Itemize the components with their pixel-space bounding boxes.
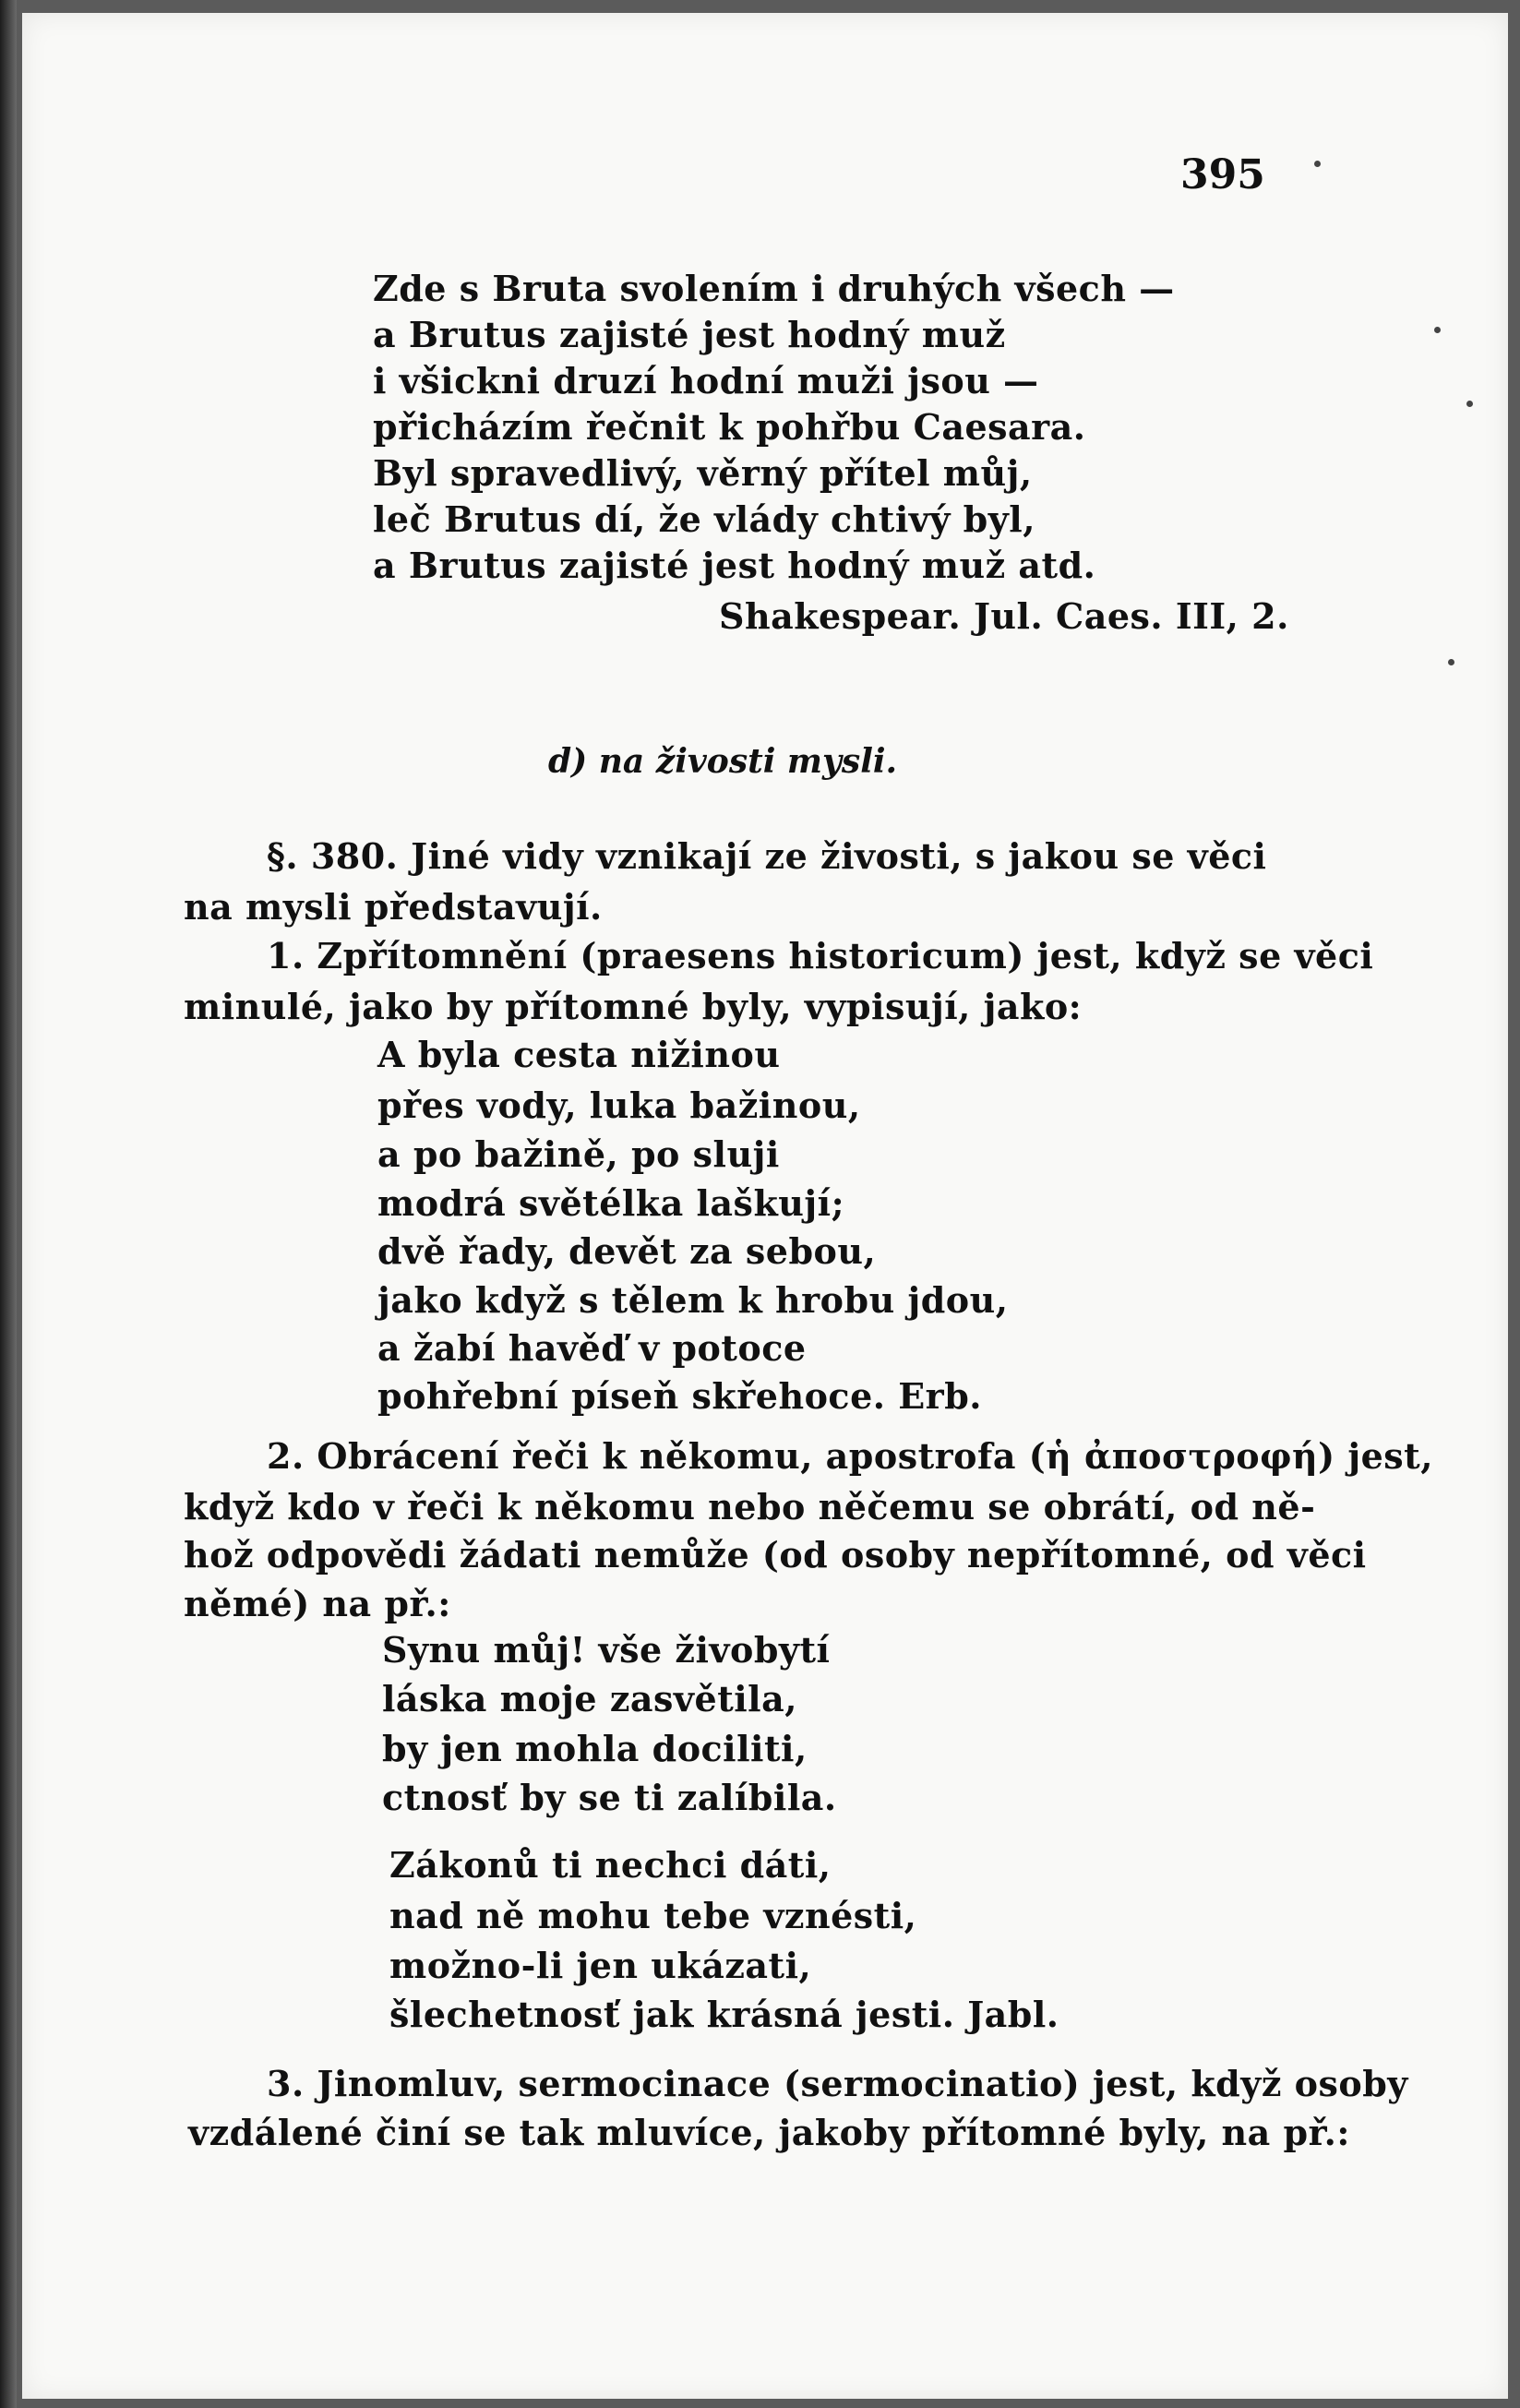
poem-jabl-stanza1-line-2: láska moje zasvětila,: [382, 1678, 797, 1719]
item2-line-2: když kdo v řeči k někomu nebo něčemu se obrátí, od ně-: [184, 1486, 1316, 1527]
quote1-line-5: Byl spravedlivý, věrný přítel můj,: [373, 452, 1033, 494]
quote1-source: Shakespear. Jul. Caes. III, 2.: [719, 595, 1289, 637]
poem-erb-line-7: a žabí havěď v potoce: [377, 1327, 807, 1369]
poem-jabl-stanza2-line-3: možno-li jen ukázati,: [389, 1945, 812, 1986]
poem-jabl-stanza2-line-1: Zákonů ti nechci dáti,: [389, 1844, 832, 1886]
quote1-line-3: i všickni druzí hodní muži jsou —: [373, 360, 1039, 401]
scan-speck: [1466, 401, 1473, 407]
poem-erb-line-4: modrá světélka laškují;: [377, 1182, 845, 1224]
poem-erb-line-6: jako když s tělem k hrobu jdou,: [377, 1279, 1009, 1321]
par380-line-2: na mysli představují.: [184, 886, 603, 928]
poem-erb-line-1: A byla cesta nižinou: [377, 1034, 781, 1075]
poem-erb-line-2: přes vody, luka bažinou,: [377, 1084, 861, 1126]
item2-line-1: 2. Obrácení řeči k někomu, apostrofa (ἡ ἀποστροφή) jest,: [267, 1435, 1433, 1477]
quote1-line-6: leč Brutus dí, že vlády chtivý byl,: [373, 498, 1035, 540]
item3-line-1: 3. Jinomluv, sermocinace (sermocinatio) jest, když osoby: [267, 2063, 1408, 2104]
item1-line-2: minulé, jako by přítomné byly, vypisují, jako:: [184, 986, 1083, 1027]
poem-erb-line-8: pohřební píseň skřehoce. Erb.: [377, 1375, 982, 1417]
poem-jabl-stanza2-line-4: šlechetnosť jak krásná jesti. Jabl.: [389, 1994, 1059, 2035]
section-heading: d) na živosti mysli.: [548, 742, 898, 781]
item2-line-3: hož odpovědi žádati nemůže (od osoby nepřítomné, od věci: [184, 1534, 1367, 1575]
poem-erb-line-3: a po bažině, po sluji: [377, 1133, 780, 1175]
scan-speck: [1448, 659, 1454, 665]
item3-line-2: vzdálené činí se tak mluvíce, jakoby přítomné byly, na př.:: [188, 2112, 1350, 2153]
quote1-line-4: přicházím řečnit k pohřbu Caesara.: [373, 406, 1086, 448]
scan-speck: [1434, 327, 1441, 333]
quote1-line-1: Zde s Bruta svolením i druhých všech —: [373, 268, 1175, 309]
quote1-line-2: a Brutus zajisté jest hodný muž: [373, 314, 1006, 355]
item1-line-1: 1. Zpřítomnění (praesens historicum) jest, když se věci: [267, 935, 1374, 976]
book-page: [22, 13, 1508, 2399]
poem-erb-line-5: dvě řady, devět za sebou,: [377, 1230, 877, 1272]
item2-line-4: němé) na př.:: [184, 1583, 451, 1624]
poem-jabl-stanza1-line-4: ctnosť by se ti zalíbila.: [382, 1777, 837, 1818]
poem-jabl-stanza2-line-2: nad ně mohu tebe vznésti,: [389, 1895, 917, 1936]
page-number: 395: [1180, 151, 1265, 198]
poem-jabl-stanza1-line-1: Synu můj! vše živobytí: [382, 1629, 831, 1671]
poem-jabl-stanza1-line-3: by jen mohla dociliti,: [382, 1728, 808, 1769]
quote1-line-7: a Brutus zajisté jest hodný muž atd.: [373, 545, 1096, 586]
par380-line-1: §. 380. Jiné vidy vznikají ze živosti, s jakou se věci: [267, 835, 1267, 877]
scan-speck: [1314, 161, 1321, 167]
book-binding-edge: [0, 0, 17, 2408]
